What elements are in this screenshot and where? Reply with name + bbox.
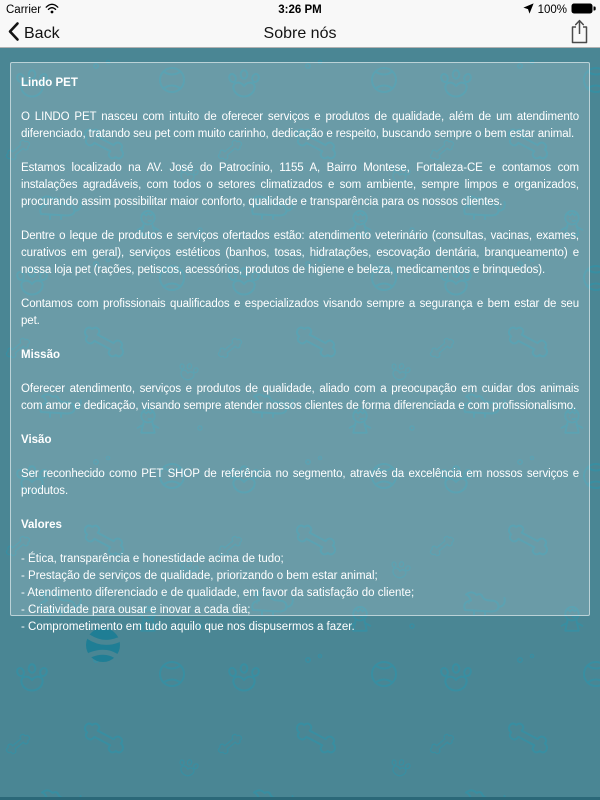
missao-paragraph: Oferecer atendimento, serviços e produtos de qualidade, aliado com a preocupação em cuidar dos animais com amor e dedicação, visando sempre atender nossos clientes de forma diferenciada e com profissionalismo. [21,383,579,412]
location-arrow-icon [523,3,534,17]
battery-full-icon [571,3,596,17]
status-clock: 3:26 PM [278,4,322,16]
carrier-label: Carrier [6,4,42,16]
section-heading-visao: Visão [21,434,52,446]
valores-item: - Criatividade para ousar e inovar a cada dia; [21,604,251,616]
about-paragraph: Estamos localizado na AV. José do Patrocínio, 1155 A, Bairro Montese, Fortaleza-CE e contamos com instalações agradáveis, com todos o setores climatizados e som ambiente, sempre limpos e organizados, procurando assim possibilitar maior conforto, qualidade e transparência para os nossos clientes. [21,162,579,208]
section-heading-missao: Missão [21,349,60,361]
back-button-label: Back [24,24,60,42]
chevron-left-icon [8,22,19,46]
share-button[interactable] [569,19,590,49]
content-area [0,48,600,800]
valores-list [21,551,579,636]
share-icon [569,19,590,49]
section-heading-lindo-pet: Lindo PET [21,77,78,89]
back-button[interactable] [8,22,60,46]
valores-item: - Ética, transparência e honestidade acima de tudo; [21,553,284,565]
valores-item: - Atendimento diferenciado e de qualidade, em favor da satisfação do cliente; [21,587,415,599]
about-paragraph: Contamos com profissionais qualificados e especializados visando sempre a segurança e bem estar de seu pet. [21,298,579,327]
page-title: Sobre nós [263,24,337,42]
nav-bar [0,20,600,48]
section-heading-valores: Valores [21,519,62,531]
battery-percent-label: 100% [537,4,567,16]
valores-item: - Comprometimento em tudo aquilo que nos dispusermos a fazer. [21,621,355,633]
visao-paragraph: Ser reconhecido como PET SHOP de referência no segmento, através da excelência em nossos serviços e produtos. [21,468,579,497]
about-panel [10,62,590,633]
about-paragraph: Dentre o leque de produtos e serviços ofertados estão: atendimento veterinário (consultas, vacinas, exames, curativos em geral), serviços estéticos (banhos, tosas, hidratações, escovação dentária, branqueamento) e nossa loja pet (rações, petiscos, acessórios, produtos de higiene e beleza, medicamentos e brinquedos). [21,230,579,276]
about-paragraph: O LINDO PET nasceu com intuito de oferecer serviços e produtos de qualidade, além de um atendimento diferenciado, tratando seu pet com muito carinho, dedicação e respeito, buscando sempre o bem estar animal. [21,111,579,140]
status-bar [0,0,600,20]
valores-item: - Prestação de serviços de qualidade, priorizando o bem estar animal; [21,570,378,582]
